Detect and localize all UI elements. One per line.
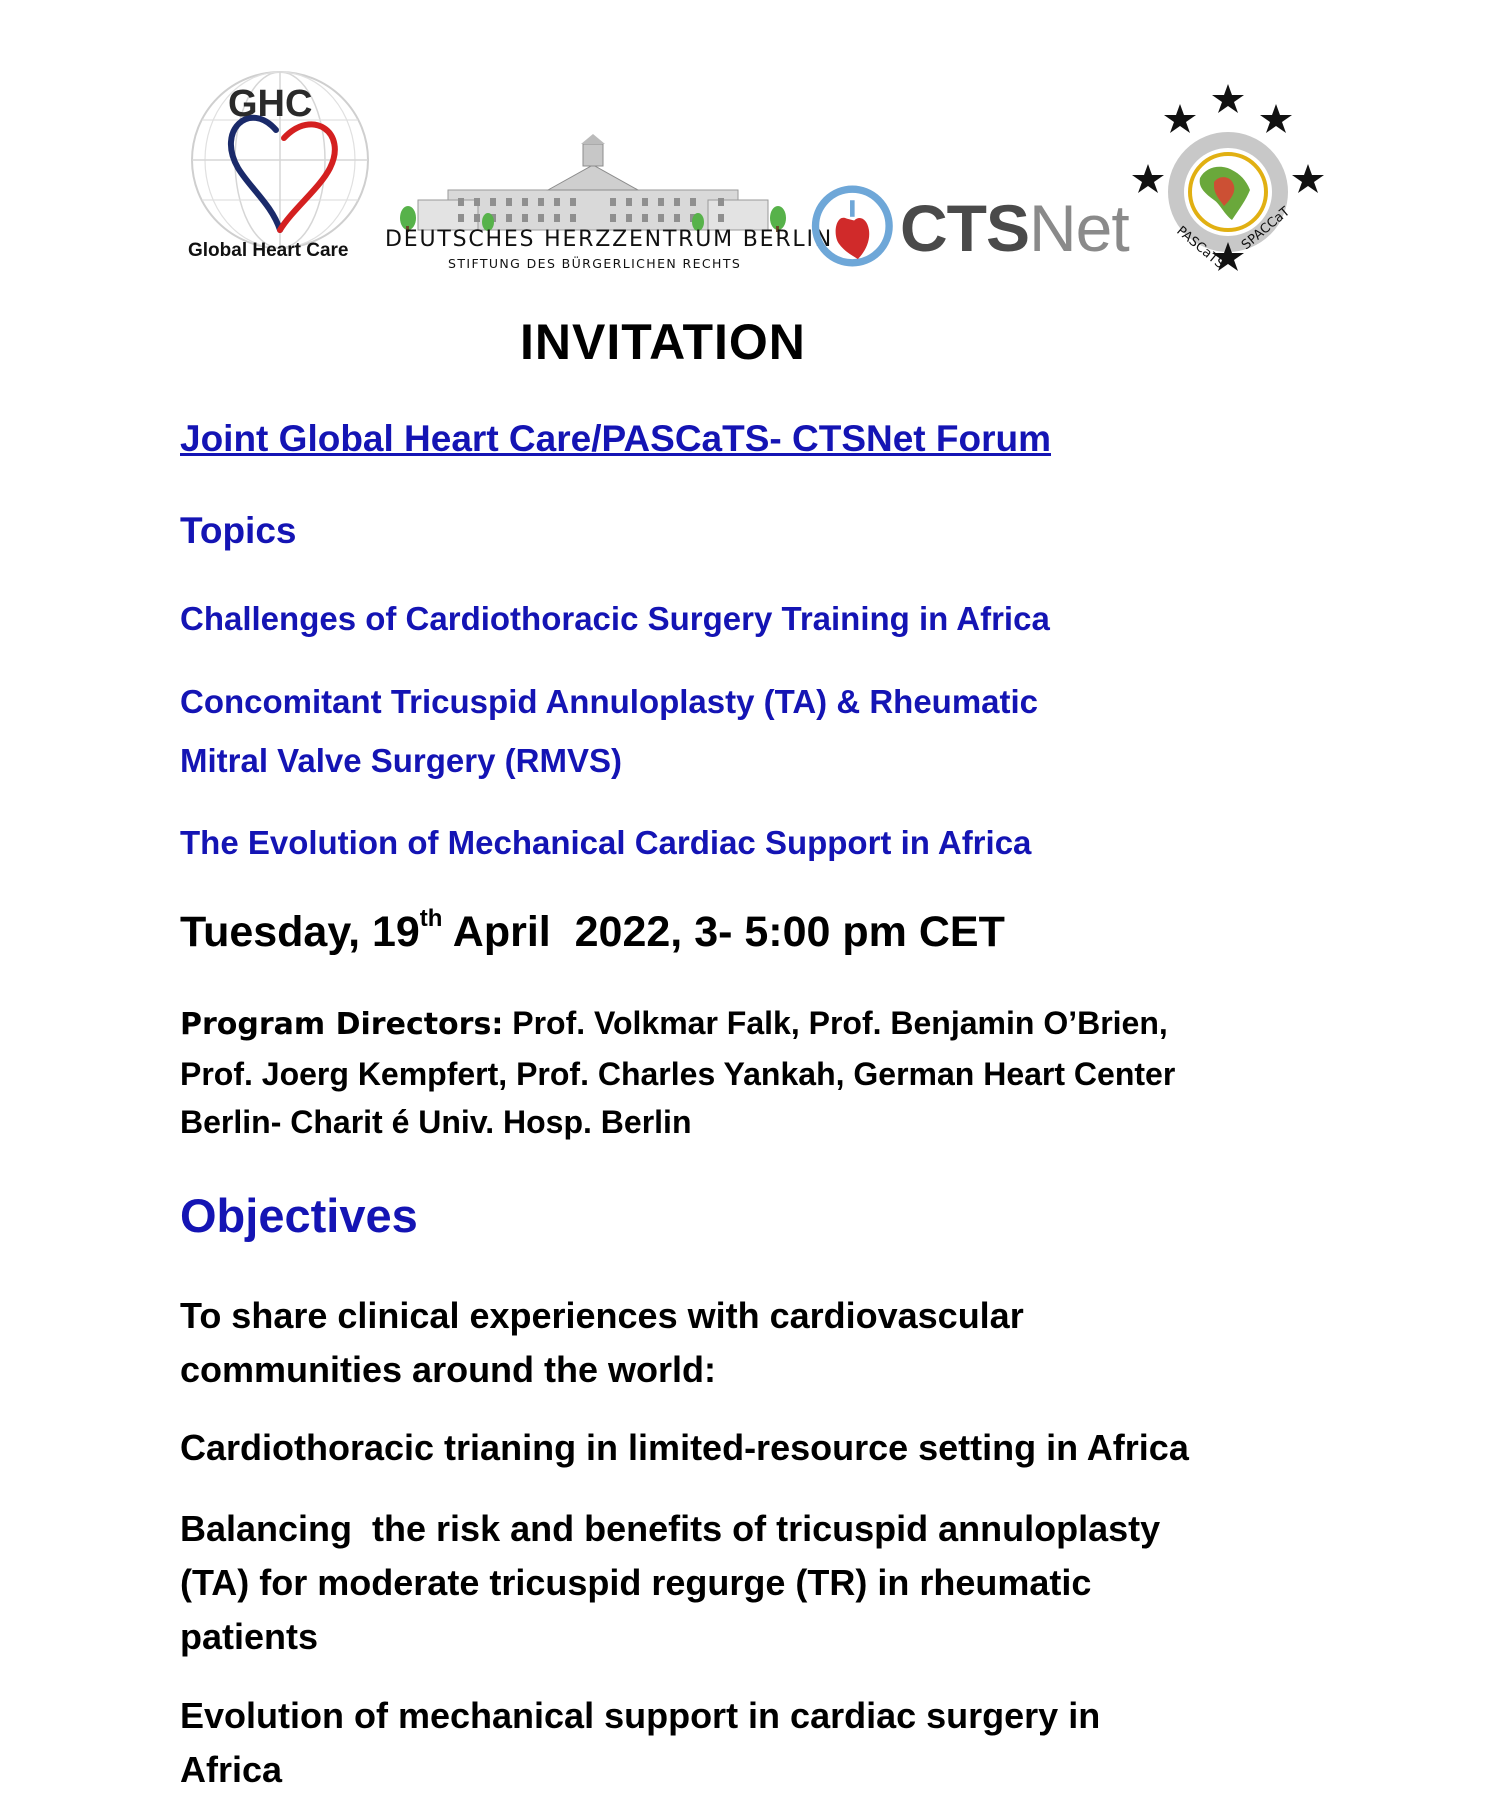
date-prefix: Tuesday, 19 [180, 908, 420, 956]
objective-item: Evolution of mechanical support in cardiac surgery in [180, 1695, 1101, 1736]
directors-line: Prof. Joerg Kempfert, Prof. Charles Yankah, German Heart Center [180, 1056, 1176, 1092]
ghc-name: Global Heart Care [188, 240, 349, 261]
objective-item: Cardiothoracic trianing in limited-resource setting in Africa [180, 1427, 1189, 1468]
topic-item: The Evolution of Mechanical Cardiac Support in Africa [180, 824, 1032, 861]
dhzb-name: DEUTSCHES HERZZENTRUM BERLIN [385, 227, 834, 252]
invitation-title: INVITATION [520, 314, 806, 370]
directors-line: Berlin- Charit é Univ. Hosp. Berlin [180, 1104, 692, 1140]
forum-title-link[interactable]: Joint Global Heart Care/PASCaTS- CTSNet Forum [180, 418, 1051, 459]
objective-item: Balancing the risk and benefits of tricuspid annuloplasty [180, 1508, 1161, 1549]
topics-heading: Topics [180, 510, 297, 551]
objectives-heading: Objectives [180, 1189, 418, 1242]
pascats-text-left: PASCaTS [1173, 223, 1228, 272]
dhzb-subtitle: STIFTUNG DES BÜRGERLICHEN RECHTS [448, 256, 742, 271]
ctsnet-bold: CTS [900, 191, 1029, 265]
objective-item-continued: Africa [180, 1749, 283, 1790]
objective-item-continued: (TA) for moderate tricuspid regurge (TR) in rheumatic [180, 1562, 1092, 1603]
ctsnet-light: Net [1029, 191, 1129, 265]
ctsnet-wordmark [900, 190, 1129, 266]
pascats-star-ring-logo [1128, 82, 1328, 282]
topic-item: Challenges of Cardiothoracic Surgery Training in Africa [180, 600, 1050, 637]
pascats-text-right: SPACCaT [1238, 204, 1294, 254]
logo-strip [0, 0, 1500, 290]
directors-label: Program Directors: [180, 1007, 504, 1042]
topic-item-continued: Mitral Valve Surgery (RMVS) [180, 742, 622, 779]
event-date [180, 905, 1005, 957]
objectives-intro: To share clinical experiences with cardiovascular [180, 1295, 1024, 1336]
objective-item-continued: patients [180, 1616, 319, 1657]
ghc-acronym: GHC [228, 83, 313, 125]
date-ordinal: th [419, 905, 443, 932]
date-rest: April 2022, 3- 5:00 pm CET [442, 908, 1005, 956]
ctsnet-lungs-heart-icon [810, 180, 902, 272]
directors-names: Prof. Volkmar Falk, Prof. Benjamin O’Brien, [503, 1005, 1168, 1041]
topic-item: Concomitant Tricuspid Annuloplasty (TA) & Rheumatic [180, 683, 1039, 720]
objectives-intro-continued: communities around the world: [180, 1349, 717, 1390]
program-directors [180, 1005, 1168, 1042]
